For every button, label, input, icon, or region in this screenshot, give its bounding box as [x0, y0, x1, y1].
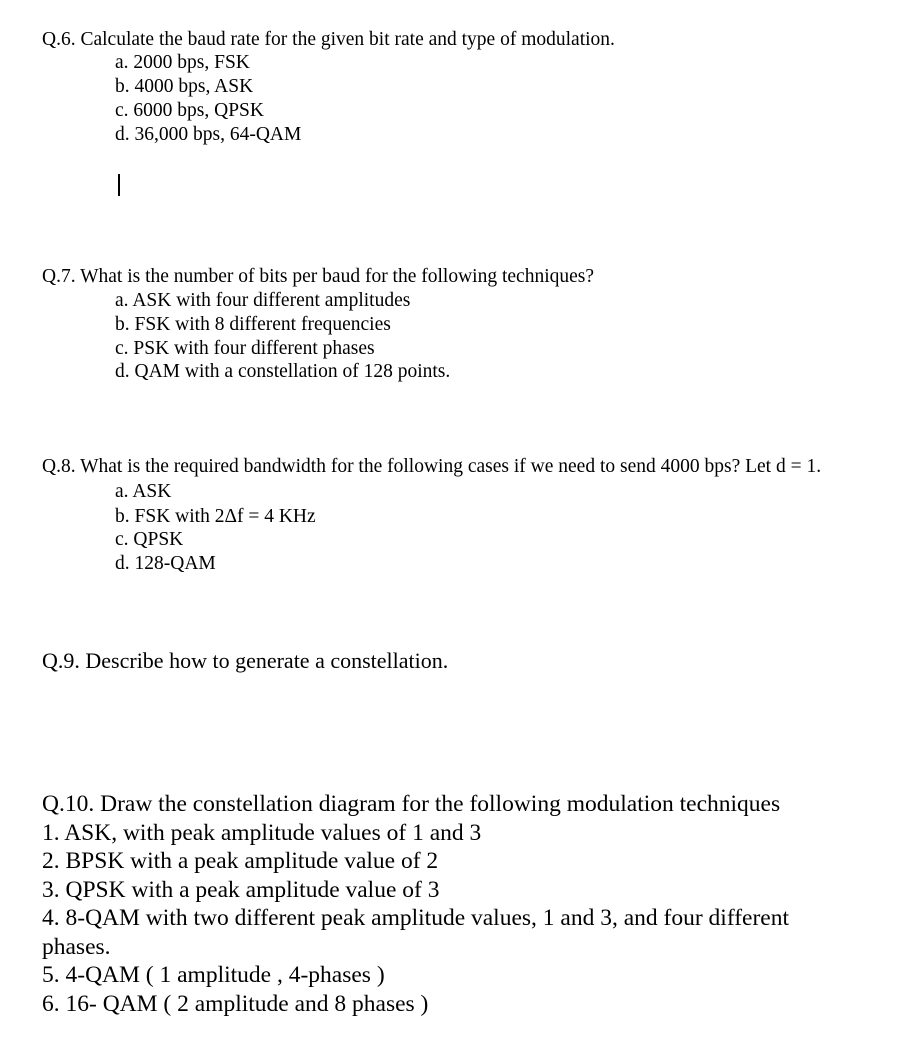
question-6-item-a: a. 2000 bps, FSK: [115, 52, 250, 73]
question-10-item-1: 1. ASK, with peak amplitude values of 1 and 3: [42, 820, 482, 846]
question-7-item-a: a. ASK with four different amplitudes: [115, 290, 411, 311]
question-9-title: Q.9. Describe how to generate a constellation.: [42, 648, 449, 673]
text-cursor[interactable]: [118, 174, 120, 196]
question-6-item-b: b. 4000 bps, ASK: [115, 76, 254, 97]
question-7-item-b: b. FSK with 8 different frequencies: [115, 314, 391, 335]
question-8-title: Q.8. What is the required bandwidth for the following cases if we need to send 4000 bps? Let d = 1.: [42, 456, 822, 477]
question-7-item-d: d. QAM with a constellation of 128 points.: [115, 361, 451, 382]
question-8-item-b: b. FSK with 2Δf = 4 KHz: [115, 506, 316, 527]
question-7-item-c: c. PSK with four different phases: [115, 338, 375, 359]
question-10-item-4: 4. 8-QAM with two different peak amplitude values, 1 and 3, and four different: [42, 905, 790, 931]
question-10-item-6: 6. 16- QAM ( 2 amplitude and 8 phases ): [42, 991, 429, 1017]
question-10-item-2: 2. BPSK with a peak amplitude value of 2: [42, 848, 439, 874]
question-10-item-5: 5. 4-QAM ( 1 amplitude , 4-phases ): [42, 962, 385, 988]
question-7-title: Q.7. What is the number of bits per baud for the following techniques?: [42, 266, 595, 287]
question-6-item-d: d. 36,000 bps, 64-QAM: [115, 124, 302, 145]
question-6-item-c: c. 6000 bps, QPSK: [115, 100, 264, 121]
question-6-title: Q.6. Calculate the baud rate for the given bit rate and type of modulation.: [42, 29, 615, 50]
question-8-item-d: d. 128-QAM: [115, 553, 216, 574]
question-10-item-4-continued: phases.: [42, 934, 111, 960]
question-10-item-3: 3. QPSK with a peak amplitude value of 3: [42, 877, 440, 903]
question-8-item-c: c. QPSK: [115, 529, 184, 550]
question-8-item-a: a. ASK: [115, 481, 172, 502]
question-10-title: Q.10. Draw the constellation diagram for the following modulation techniques: [42, 791, 781, 817]
